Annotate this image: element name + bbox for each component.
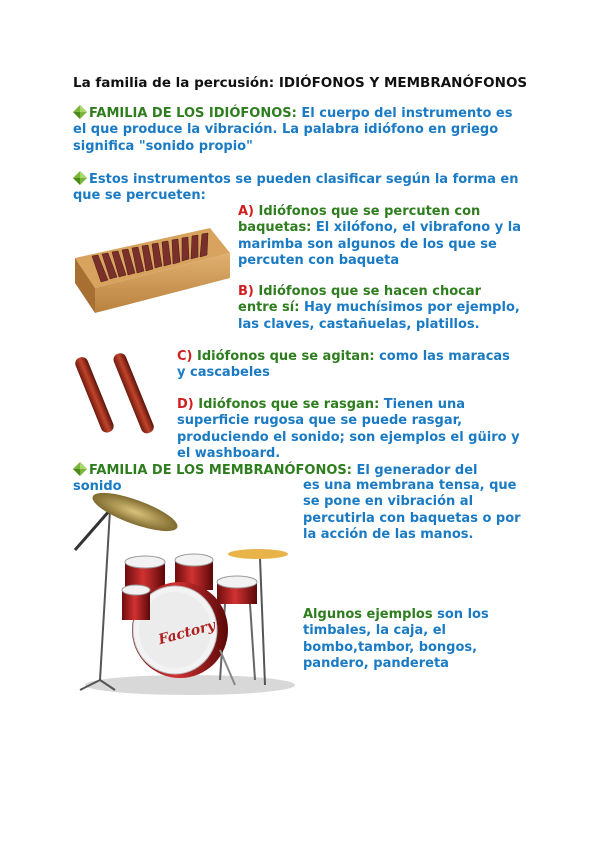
item-c	[177, 349, 517, 382]
page-title: La familia de la percusión: IDIÓFONOS Y MEMBRANÓFONOS	[73, 75, 528, 91]
clasificacion-paragraph	[73, 171, 523, 205]
drum-kit-image	[70, 490, 300, 700]
item-a-label: Idiófonos que se percuten con baquetas:	[238, 204, 481, 236]
item-d	[177, 397, 522, 463]
membranofonos-text1: El generador del sonido	[73, 463, 478, 495]
item-a	[238, 204, 523, 270]
item-d-desc: Tienen una superficie rugosa que se puede rasgar, produciendo el sonido; son ejemplos el güiro y el washboard.	[177, 397, 520, 462]
idiofonos-text: El cuerpo del instrumento es el que produce la vibración. La palabra idiófono en griego significa "sonido propio"	[73, 106, 513, 154]
item-b-desc: Hay muchísimos por ejemplo, las claves, castañuelas, platillos.	[238, 300, 520, 332]
idiofonos-heading: FAMILIA DE LOS IDIÓFONOS:	[89, 106, 297, 121]
item-c-label: Idiófonos que se agitan:	[192, 349, 375, 364]
item-a-desc: El xilófono, el vibrafono y la marimba son algunos de los que se percuten con baqueta	[238, 220, 521, 269]
item-b	[238, 284, 523, 333]
green-diamond-bullet-icon	[73, 105, 87, 119]
ejemplos-text: son los timbales, la caja, el bombo,tambor, bongos, pandero, pandereta	[303, 607, 489, 672]
ejemplos-paragraph	[303, 607, 528, 673]
membranofonos-heading: FAMILIA DE LOS MEMBRANÓFONOS:	[89, 463, 352, 478]
green-diamond-bullet-icon	[73, 462, 87, 476]
ejemplos-label: Algunos ejemplos	[303, 607, 433, 622]
item-c-letter: C)	[177, 349, 193, 364]
item-c-desc: como las maracas y cascabeles	[177, 349, 510, 381]
claves-image	[72, 343, 172, 443]
drum-logo: Factory	[156, 617, 218, 649]
item-a-letter: A)	[238, 204, 255, 219]
xylophone-image	[70, 218, 235, 318]
item-b-letter: B)	[238, 284, 254, 299]
membranofonos-text2: es una membrana tensa, que se pone en vibración al percutirla con baquetas o por la acción de las manos.	[303, 478, 521, 543]
item-b-label: Idiófonos que se hacen chocar entre sí:	[238, 284, 482, 316]
item-d-label: Idiófonos que se rasgan:	[193, 397, 380, 412]
clasificacion-text: Estos instrumentos se pueden clasificar según la forma en que se percueten:	[73, 172, 519, 204]
item-d-letter: D)	[177, 397, 194, 412]
green-diamond-bullet-icon	[73, 171, 87, 185]
idiofonos-paragraph	[73, 105, 523, 155]
